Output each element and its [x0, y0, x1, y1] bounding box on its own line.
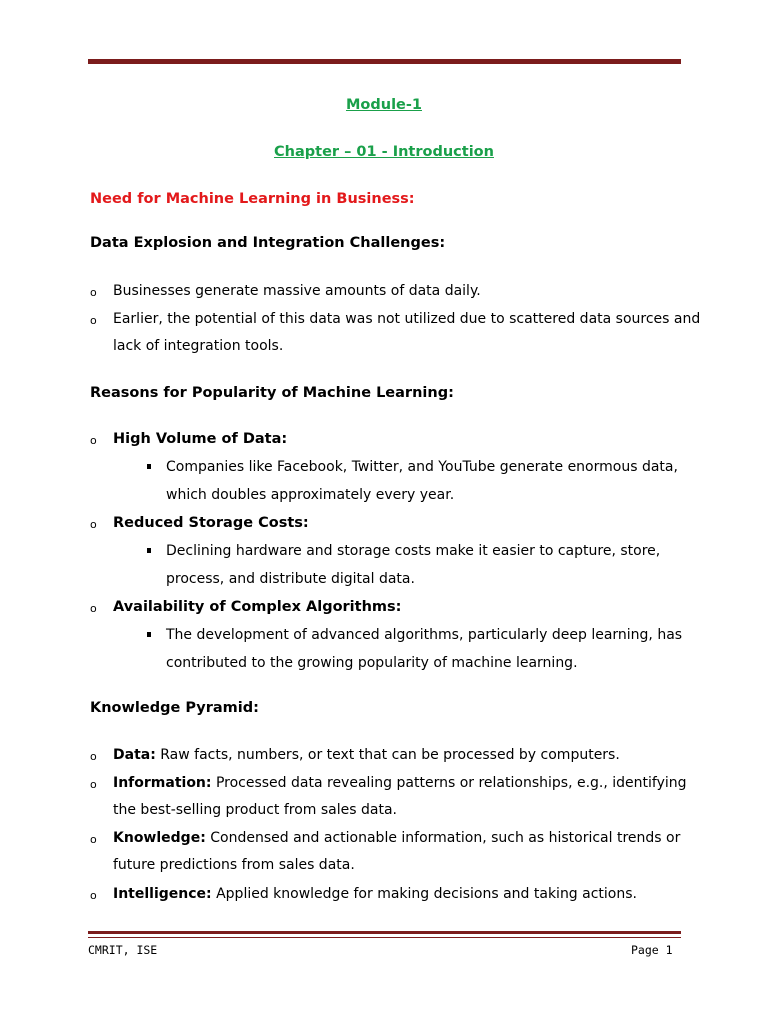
bullet-square-icon: [147, 632, 151, 637]
popularity-item-2-title: Reduced Storage Costs:: [113, 515, 309, 531]
popularity-item-3-sub-line-2: contributed to the growing popularity of machine learning.: [166, 655, 578, 671]
page-number: Page 1: [631, 943, 673, 957]
module-title: Module-1: [345, 97, 422, 113]
pyramid-intelligence-term: Intelligence:: [113, 886, 212, 902]
bullet-circle-icon: o: [90, 286, 97, 299]
popularity-item-1-sub-line-2: which doubles approximately every year.: [166, 487, 455, 503]
pyramid-information-def-line-2: the best-selling product from sales data.: [113, 802, 397, 818]
bullet-circle-icon: o: [90, 889, 97, 902]
popularity-item-3-title: Availability of Complex Algorithms:: [113, 599, 402, 615]
pyramid-data-def: Raw facts, numbers, or text that can be processed by computers.: [155, 747, 620, 763]
bullet-square-icon: [147, 464, 151, 469]
footer-institution: CMRIT, ISE: [88, 943, 158, 957]
bullet-circle-icon: o: [90, 602, 97, 615]
popularity-item-1-title: High Volume of Data:: [113, 431, 288, 447]
bullet-circle-icon: o: [90, 750, 97, 763]
pyramid-knowledge-def-line-1: Condensed and actionable information, such as historical trends or: [205, 830, 681, 846]
pyramid-information-item: [113, 775, 687, 791]
popularity-item-2-sub-line-2: process, and distribute digital data.: [166, 571, 415, 587]
knowledge-pyramid-heading: Knowledge Pyramid:: [90, 700, 259, 716]
bullet-circle-icon: o: [90, 778, 97, 791]
popularity-item-1-sub-line-1: Companies like Facebook, Twitter, and YouTube generate enormous data,: [166, 459, 678, 475]
pyramid-information-term: Information:: [113, 775, 212, 791]
footer-rule-thin: [88, 937, 681, 938]
popularity-item-2-sub-line-1: Declining hardware and storage costs make it easier to capture, store,: [166, 543, 661, 559]
pyramid-information-def-line-1: Processed data revealing patterns or relationships, e.g., identifying: [211, 775, 687, 791]
bullet-square-icon: [147, 548, 151, 553]
pyramid-knowledge-item: [113, 830, 680, 846]
bullet-circle-icon: o: [90, 314, 97, 327]
data-explosion-bullet-2-line-1: Earlier, the potential of this data was not utilized due to scattered data sources and: [113, 311, 701, 327]
pyramid-intelligence-item: [113, 886, 637, 902]
chapter-title: Chapter – 01 - Introduction: [274, 144, 494, 160]
pyramid-intelligence-def: Applied knowledge for making decisions and taking actions.: [211, 886, 637, 902]
pyramid-knowledge-def-line-2: future predictions from sales data.: [113, 857, 355, 873]
pyramid-knowledge-term: Knowledge:: [113, 830, 206, 846]
popularity-heading: Reasons for Popularity of Machine Learning:: [90, 385, 454, 401]
section-title: Need for Machine Learning in Business:: [90, 191, 415, 207]
bullet-circle-icon: o: [90, 434, 97, 447]
pyramid-data-item: [113, 747, 620, 763]
data-explosion-heading: Data Explosion and Integration Challenges:: [90, 235, 446, 251]
pyramid-data-term: Data:: [113, 747, 156, 763]
data-explosion-bullet-2-line-2: lack of integration tools.: [113, 338, 284, 354]
footer-rule: [88, 931, 681, 934]
popularity-item-3-sub-line-1: The development of advanced algorithms, particularly deep learning, has: [166, 627, 683, 643]
header-rule: [88, 59, 681, 64]
data-explosion-bullet-1: Businesses generate massive amounts of data daily.: [113, 283, 481, 299]
bullet-circle-icon: o: [90, 833, 97, 846]
bullet-circle-icon: o: [90, 518, 97, 531]
